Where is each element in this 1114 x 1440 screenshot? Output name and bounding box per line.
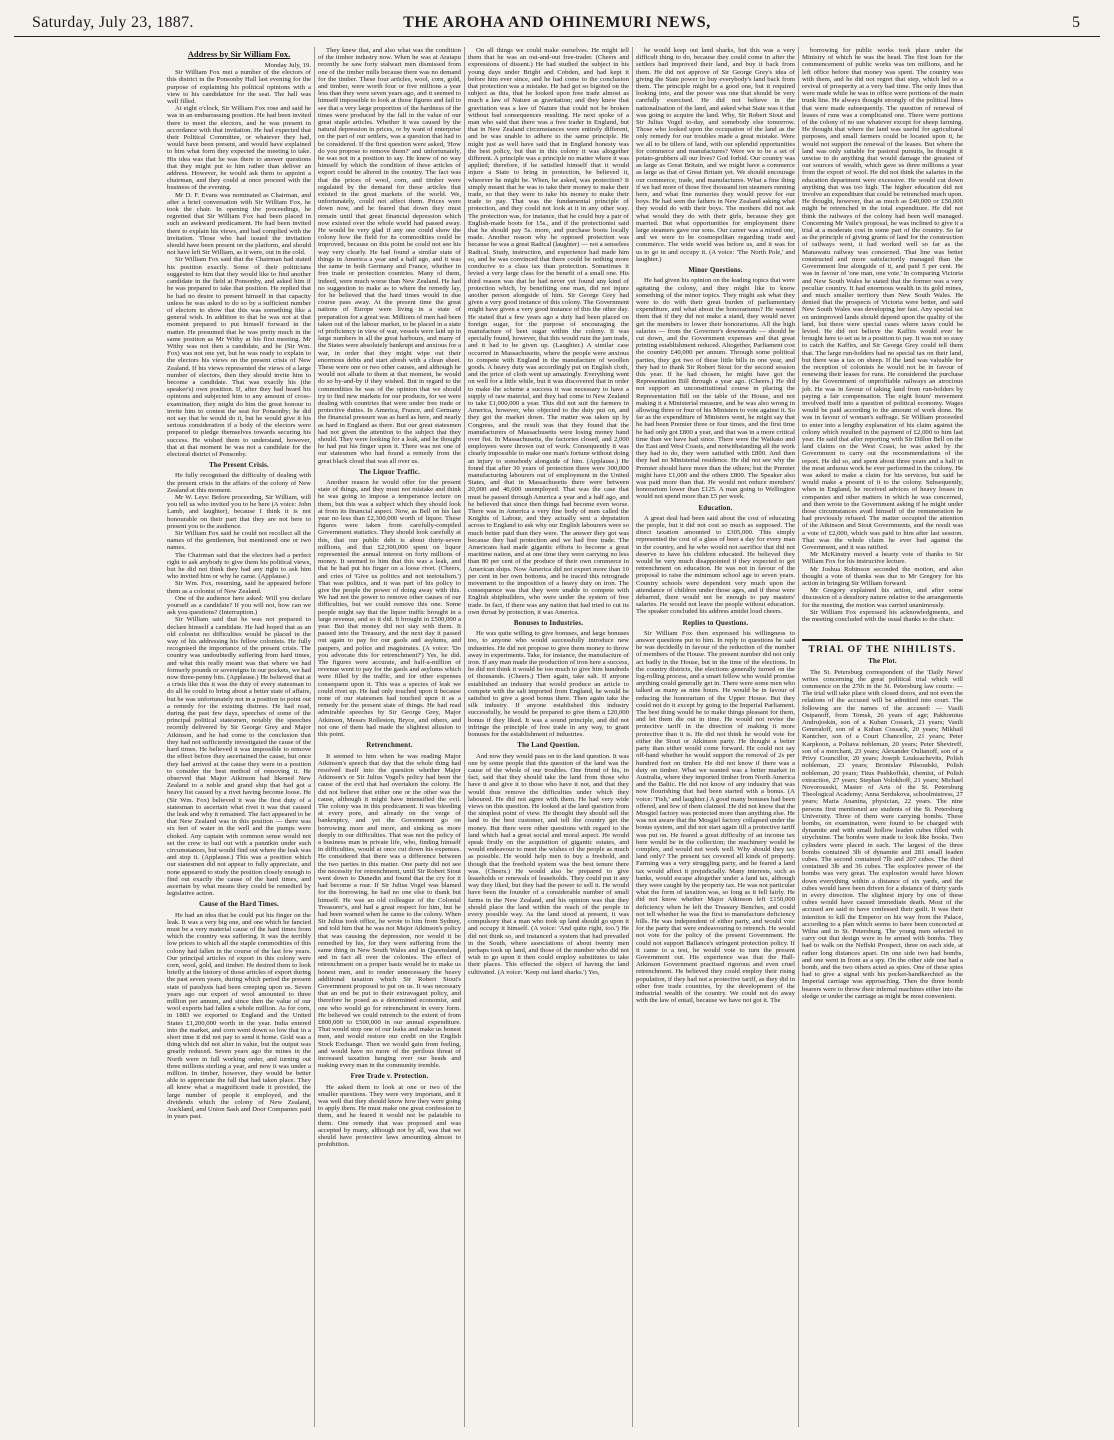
subhead-the-plot: The Plot. (868, 658, 897, 666)
paragraph: Sir William Fox said he could not recollect all the names of the gentlemen, but mentioned one or two names. (167, 530, 311, 552)
paragraph: Mr D. F. Evans was nominated as Chairman, and after a brief conversation with Sir William Fox, he took the chair. In opening the proceedings, he regretted that Sir William Fox had been placed in such an awkward predicament. He had been invited there to explain his views, and had complied with the invitation. Those who had issued the invitation should have been present on the platform, and should not have left Sir William, as it were, out in the cold. (167, 191, 311, 257)
issue-date: Saturday, July 23, 1887. (32, 14, 194, 31)
paragraph: Mr Joshua Robinson seconded the motion, and also thought a vote of thanks was due to Mr Gregory for his action in bringing Sir William forward. (802, 565, 963, 588)
paragraph: he would keep out land sharks, but this was a very difficult thing to do, because they could come in after the settlers had improved their land, and buy it back from them. He did not approve of Sir George Grey's idea of giving the State power to buy everybody's land back from them. The principle might be a good one, but it required looking into, and the power was one that should be very carefully exercised. He did not believe in the nationalisation of the land, and asked what State was it that was going to acquire the land. Why, Sir Robert Stout and Sir Julius Vogel to-day, and somebody else tomorrow. Those who looked upon the occupation of the land as the only remedy for our troubles made a great mistake. Were we all to be tillers of land, with our splendid opportunities for commerce and manufactures? Were we to be a set of potato-grubbers all our lives? God forbid. Our country was as large as Great Britain, and we might have a commerce as large as that of Great Britain yet. We should encourage our commerce, trade, and manufactures. What a fine thing if we had more of those five thousand ton steamers running here, and what fine nurseries they would prove for our boys. He had seen the fathers in New Zealand asking what they would do with their boys. The mothers did not ask what would they do with their girls, because they got married. But what opportunities for employment there large steamers gave our sons. Our career was a mixed one, and we were to be cosmopolitan regarding trade and commerce. The wide world was before us, and it was for us to go in and occupy it. (A voice: 'The North Pole,' and laughter.) (636, 47, 795, 263)
paragraph: Sir William Fox expressed his acknowledgments, and the meeting concluded with the usual thanks to the chair. (802, 608, 963, 624)
paragraph: He had an idea that he could put his finger on the leak. It was a very big one, and one which he fancied must be a very material cause of the hard times from which the country was suffering. It was the terribly low prices to which all the staple commodities of this colony had fallen in the course of the last few years. Our principal articles of export in this colony were corn, wool, gold, and timber. He desired them to look briefly at the history of those articles of export during the past seven years, during which period the present state of paralysis had been creeping upon us. Seven years ago our export of wool amounted to three million per annum, and since then the value of our wool exports had fallen a whole million. As for corn, in 1883 we exported to England and the United States £1,200,000 worth in the year. India entered into the market, and corn went down so low that in a short time it did not pay to send it home. Gold was a thing which did not alter in value, but the output was greatly reduced. Seven years ago the mines in the North were in full working order, and turning out three millions sterling a year, and now it was under a million. In timber, however, they would be better able to appreciate the fall that had taken place. They all knew what a magnificent trade it provided, the large number of people it employed, and the dividends which the colony of New Zealand, Auckland, and Union Sash and Door Companies paid in years past. (167, 911, 311, 1121)
paragraph: borrowing for public works took place under the Ministry of which he was the head. The first loan for the commencement of public works was ten millions, and he left office before that money was spent. The country was with them, and he did not regret that step, which led to a revival of prosperity at a very bad time. The only lines that were made while he was in office were portions of the main trunk line. He always thought strongly of the political lines that were made subsequently. The question of renewal of leases of runs was a complicated one. There were portions of the colony of no use whatever except for sheep farming. He thought that where the land was useful for agricultural purposes, and small farmers could be located upon it, he would not support the renewal of the leases. But where the land was only suitable for pastoral pursuits, he thought it unwise to do anything that would damage the greatest of our sources of wealth, which gave us three millions a year from the export of wool. He did not think the salaries in the education department were excessive. He would cut down anything that was too high. The higher education did not involve an expenditure that could be retrenched much upon. He thought, however, that as much as £40,000 or £50,000 might be retrenched in the total expenditure. He did not think the railways of the colony had been well managed. Concerning Mr Vaile's proposal, he was inclined to give it a trial at a moderate cost in some part of the country. So far as the principle of giving grants of land for the construction of railways went, it had worked well so far as the Manawatu railway was concerned. That line was better constructed and more satisfactorily managed than the Government line alongside of it, and paid 5 per cent. He was in favour of 'one man, one vote.' In comparing Victoria and New South Wales he stated that the former was a very peculiar country. It had enormous wealth in its gold mines, and much smaller territory than New South Wales. He denied that the prospects of Victoria were better, and said New South Wales was developing her fast. Any special tax on unimproved lands should depend upon the quality of the land, but there were special cases where taxes could be levied. He did not believe the Kaffirs would ever be brought here to set us in a position to pay. It was not so easy to catch the Kaffirs, and Sir George Grey could tell them that. The large run-holders had no special tax on their land, but there was a tax on sheep. If the land was valuable for the reception of colonists he would not be in favour of renewing their leases for runs. He considered the purchase by the Government of unprofitable railways an atrocious job. He was in favour of taking land from run-holders by paying a fair compensation. The eight hours' movement involved itself into a question of political economy. Wages would be paid according to the amount of work done. He was in favour of woman's suffrage. Sir William proceeded to enter into a lengthy explanation of his claim against the colony which resulted in the payment of £2,000 to him last year. He said that after reporting with Sir Dillon Bell on the land claims on the West Coast, he was asked by the Government to carry out the recommendations of the report. He did so, and spent about three years and a half in the most arduous work he ever performed in the colony. He was asked to make a claim for his services, but said he would make a present of it to the colony. Subsequently, when in England, he received advices of heavy losses in companies and other matters in which he was concerned, and then wrote to the Government asking if he might under those circumstances avail himself of the remuneration he had previously refused. The matter occupied the attention of the Atkinson and Stout Governments, and the result was a vote of £2,000, which was paid to him after last session. That was the whole claim he ever had against the Government, and it was ratified. (802, 47, 963, 552)
column-1 (164, 47, 314, 1427)
paragraph: Sir William Fox said that the Chairman had stated his position exactly. Some of their politicians suggested to him that they would like to find another candidate in the field at Ponsonby, and asked him if he was prepared to take that position. He replied that he had no desire to present himself in that capacity unless he was asked to do so by a sufficient number of electors to show that this was something like a general wish. In addition to that he was not at that moment prepared to put himself forward in the matter. He presumed that he was pretty much in the same position as Mr Withy at his first meeting. Mr Withy was not then a candidate, and he (Sir Wm. Fox) was not one yet, but he was ready to explain to the electors his views on the present crisis of New Zealand. If his views represented the views of a large number of electors, then they should invite him to become a candidate. That was exactly his (the speaker's) own position. If, after they had heard his opinions and subjected him to any amount of cross-examination, they might do him the great honour to invite him to contest the seat for Ponsonby; he did not say that he would do it, but he would give it his serious consideration if a body of the electors were prepared to pledge themselves towards securing his success. He wished them to understand, however, that at that moment he was not a candidate for the electoral district of Ponsonby. (167, 256, 311, 458)
col4-body (636, 47, 795, 263)
col2-body-3 (318, 753, 461, 1070)
paragraph: He was quite willing to give bonuses, and large bonuses too, to anyone who would successfully introduce new industries. He did not propose to give them money to throw away in experiments. Take, for instance, the manufacture of iron. If any man made the production of iron here a success, he did not think it would be too much to give him hundreds of thousands. (Cheers.) Then again, take salt. If anyone established an industry that would produce an article to compete with the salt imported from England, he would be satisfied to give a good bonus there. Then again take the silk industry. If anyone established this industry successfully, he would be prepared to give them a £20,000 bonus if they liked. It was a sound principle, and did not infringe the principle of free trade in any way, to grant bonuses for the establishment of industries. (468, 630, 629, 739)
subhead-education: Education. (698, 504, 733, 512)
col5-body (802, 47, 963, 623)
paragraph: He had given his opinion on the leading topics that were agitating the colony, and they might like to know something of the minor topics. They might ask what they were to do with their great burden of parliamentary expenditure, and what about the honorariums? He warned them that if they did not make a stand, they would never get the members to lower their honorariums. All the high salaries — from the Governor's downwards — should be cut down, and the Government expenses and that great printing establishment reduced. Altogether, Parliament cost the country £40,000 per annum. Through some political parties, they got two of these little bills in one year, and they had to thank Sir Robert Stout for the second session this year. If he had chosen, he might have got the Representation Bill through a year ago. (Cheers.) He did not support an unconstitutional course in placing the Representation Bill on the table of the House, and not making it a Ministerial measure, and he was also wrong in allowing three or four of his Ministers to vote against it. So far as the expenditure of Ministers went, he might say that he had been Premier three or four times, and the first time he had only got £800 a year, and that was in a more critical time than we have had since. There were the Waikato and the East and West Coasts, and notwithstanding all the work they had to do, they were satisfied with £800. And then they had no Ministerial residence. He did not see why the Premier should have more than the others; but the Premier might have £1,000 and the others £800. The Speaker also was paid more than that. He would not reduce members' honorarium lower than £125. A man going to Wellington would not spend more than £5 per week. (636, 277, 795, 501)
paragraph: Mr W. Leys: Before proceeding, Sir William, will you tell us who invited you to be here (A voice: John Lamb, and laughter), because I think it is not honourable on their part that they are not here to present you to the audience. (167, 493, 311, 530)
paragraph: He asked them to look at one or two of the smaller questions. They were very important, and it was well that they should know how they were going to apply them. He must make one great confession to them, and he feared it would not be palatable to them. One remedy that was proposed and was accepted by many, although not by all, was that we should have protective laws amounting almost to prohibition. (318, 1083, 461, 1149)
paragraph: Mr Gregory explained his action, and after some discussion of a desultory nature relative to the arrangements for the meeting, the motion was carried unanimously. (802, 587, 963, 609)
paragraph: Another reason he would offer for the present state of things, and they must not mistake and think he was going to impose a temperance lecture on them, but this was a subject which they should look at from its financial aspect. Now, as Bell on his last year no less than £2,300,000 worth of liquor. These figures were taken from carefully-compiled Government statistics. They should look carefully at this, that our public debt is about thirty-seven millions, and that £2,300,000 spent on liquor represented the annual interest on forty millions of money. It seemed to him that this was a leak, and that he had put his finger on a loose rivet. (Cheers, and cries of 'Give us politics and not teetotalism.') That was politics, and it was part of his policy to give the people the power of doing away with this. We had not the power to remove other causes of our difficulties, but we could remove this one. Some people might say that the liquor traffic brought in a large revenue, and so it did. It brought in £500,000 a year. But that money did not stay with them. It passed into the Treasury, and the next day it passed out again to pay for our gaols and asylums, and paupers, and police and magistrates. (A voice: 'Do you advocate this for retrenchment?') Yes, he did. The figures were accurate, and half-a-million of revenue went to pay for the gaols and asylums which were filled by the traffic, and for other expenses consequent upon it. This was a species of leak we could rivet up. He had only touched upon it because none of our statesmen had touched upon it as a remedy for the present state of things. He had read admirable speeches by Sir George Grey, Major Atkinson, Messrs Rolleston, Bryce, and others, and not one of them had made the slightest allusion to this point. (318, 478, 461, 739)
paragraph: The Chairman said that the electors had a perfect right to ask anybody to give them his political views, but he did not think they had any right to ask him who invited him or why he came. (Applause.) (167, 551, 311, 581)
article-dateline: Monday July, 19. (264, 62, 311, 69)
paragraph: And now they would pass on to the land question. It was one by some people that this question of the land was the cause of the whole of our troubles. One friend of his, in fact, said that they should take the land from those who have it and give it to those who have it not, and that they would thus remove the difficulties under which they laboured. He did not agree with them. He had very wide views on this question. He looked at the land question from the simplest point of view. He thought they should sell the land to the best customer, and tell the country get the money. But there were other questions with regard to the land which had a great social and moral aspect. He would speak firstly on the acquisition of gigantic estates, and would endeavour to meet the wishes of the people as much as possible. He would help men to buy a freehold, and though that the freehold system was the best tenure there was. (Cheers.) He would also be prepared to give leaseholds or renewals of leaseholds. They could put it any way they liked, but they had the power to sell it. He would have been the founder of a considerable number of small farms in the New Zealand, and his opinion was that they should place the land within the reach of the people in every possible way. As the land stood at present, it was compulsory that a man who took up land should go upon it and occupy it himself. (A voice: 'And quite right, too.') He did not think so, and instanced a system that had prevailed in the South, where associations of about twenty men perhaps took up land, and those of the number who did not wish to go upon it then could employ substitutes to take their places. This effected the object of having the land cultivated. (A voice: 'Keep out land sharks.') Yes, (468, 752, 629, 976)
col3-body-2 (468, 630, 629, 738)
article-columns (14, 47, 1100, 1427)
page-number: 5 (1072, 14, 1080, 31)
column-3 (464, 47, 632, 1427)
masthead (14, 10, 1100, 37)
col5-body-2 (802, 669, 963, 1000)
paragraph: They knew that, and also what was the condition of the timber industry now. When he was at Aratapu recently he saw forty stalwart men dismissed from one of the timber mills because there was no demand for the timber. These four articles, wool, corn, gold, and timber, were worth four or five millions a year less than they were seven years ago, and it seemed to himself impossible to look at those figures and fail to see that a very large proportion of the hardness of the times were produced by the fall in the value of our great staple articles. Whether it was caused by the natural depression in prices, or by want of enterprise on the part of our settlers, was a question that had to be considered. If the first question were asked, 'How do you propose to remove them?' and unfortunately, he was not in a position to say. He knew of no way himself by which the condition of these articles of export could be altered in the country. The fact was that the prices of wool, corn, and timber were regulated by the demand for these articles that existed in the great markets of the world. We, unfortunately, could not affect them. Prices were down now, and he feared that down they must remain until that great financial depression which now existed over the whole world had passed away. He would be very glad if any one could show the colony how the field for its commodities could be improved, because on this point he could not see his way very clearly. He had found a similar state of things in America a year and a half ago, and it was the same in both Germany and France, whether in free trade or protection countries. Many of them, indeed, were much worse than New Zealand. He had no suggestion to make as to where the remedy lay, for he believed that the hard times would in due course pass away. At the present time the great nations of Europe were living in a state of preparation for a great war. Millions of men had been taken out of the labour market, to be placed in a state of proficiency in view of war, vessels were laid up in large numbers in all the great harbours, and many of the States were absolutely bankrupt and anxious for a war, in order that they might wipe out their enormous debts and start afresh with a clean sheet. These were one or two other causes, and although he would not allude to them at that moment, he would do so by-and-by if they wished. But in regard to the commodities he was of the opinion that we should try to find new markets for our products, for we were dealing with countries that were under free trade or protective duties. In America, France, and Germany the financial pressure was as hard as here, and nearly as hard in England as there. But our great statesmen had not given the attention to the subject that they should. They were looking for a leak, and he thought he had put his finger upon it. There was not one of our statesmen who had found a remedy from the great black cloud that was all over us. (318, 47, 461, 465)
newspaper-title: THE AROHA AND OHINEMURI NEWS, (403, 14, 711, 31)
subhead-free-trade: Free Trade v. Protection. (350, 1073, 429, 1081)
subhead-present-crisis: The Present Crisis. (209, 462, 269, 470)
col3-body (468, 47, 629, 616)
col3-body-3 (468, 753, 629, 976)
paragraph: Sir Wm. Fox, resuming, said he appeared before them as a colonist of New Zealand. (167, 580, 311, 595)
paragraph: The St. Petersburg correspondent of the 'Daily News' writes concerning the great political trial which will commence on the 27th in the St. Petersburg law courts: — The trial will take place with closed doors, and not even the relations of the accused will be admitted into court. The following are the names of the accused: — Vasili Osipanoff, from Tomsk, 26 years of age; Pakhomius Andrujoskin, son of a Kuban Cossack, 21 years; Vasili Generaloff, son of a Kuban Cossack, 20 years; Mikhail Kantcher, son of a Court Chancellor, 21 years; Peter Karpkoon, a Poltava nobleman, 20 years; Peter Shevireff, son of a merchant, 23 years; Alexander Oulianoff, son of a Privy Councillor, 20 years; Joseph Louksachevits, Polish nobleman, 23 years; Bronislav Pilsoudski, Polish nobleman, 20 years; Titus Pashkoffski, chemist, of Polish extraction, 27 years; Stephan Volokhoff, 21 years; Michael Novorousski, Master of Arts of the St. Petersburg Theological Academy; Anna Serdukova, schoolmistress, 27 years; Maria Ananina, physician, 22 years. The nine persons first mentioned are students of the St. Petersburg University. Three of them were carrying bombs. These bombs, on examination, were found to be charged with dynamite and with small hollow leaden cubes filled with strychnine. The bombs were made to look like books. Two cylinders were placed in each. The largest of the three bombs contained 3lb of dynamite and 281 small leaden cubes. The second contained 7lb and 207 cubes. The third contained 3lb and 36 cubes. The explosive power of the bombs was very great. The explosion would have blown down everything within a distance of six yards, and the cubes would have been driven for a distance of thirty yards in every direction. The slightest injury by one of these cubes would have caused immediate death. Most of the accused are said to have confessed their guilt. It was their intention to kill the Emperor on his way from the Palace, according to a plan which seems to have been concocted at Wilna and in St. Petersburg. The young men selected to carry out that design were to be armed with bombs. They had to walk on the Neffski Prospect, three on each side, at rather long distances apart. On one side two had bombs, and one went in front as a spy. On the other side one had a bomb, and the two others acted as spies. One of these spies had to give a signal with his pocket-handkerchief as the Imperial carriage was approaching. Then the three bomb bearers were to throw their infernal machines either into the sledge or under the carriage as might be most convenient. (802, 668, 963, 1000)
nihilists-headline: TRIAL OF THE NIHILISTS. (802, 639, 963, 654)
paragraph: Sir William said that he was not prepared to declare himself a candidate. He had hoped that as an old colonist no difficulties would be placed in the way of his addressing his fellow colonists. He fully recognised the importance of the present crisis. The country was undoubtedly suffering from hard times, and what this really meant was that where we had formerly pounds or sovereigns in our pockets, we had now three-penny bits. (Applause.) He believed that at a crisis like this it was the duty of every statesman to do all he could to bring about a better state of affairs, but he was unfortunately not in a position to point out a remedy for the existing distress. He had read, during the past few days, speeches of some of the principal political statesmen, notably the speeches recently delivered by Sir George Grey and Major Atkinson, and he had come to the conclusion that they had not sufficiently investigated the cause of the hard times. He believed it was impossible to remove the effect before they ascertained the cause, but once they had arrived at the cause they were in a position to consider the best method of removing it. He observed that Major Atkinson had likened New Zealand to a noble and grand ship that had got a heavy list caused by a rivet having become loose. He (Sir Wm. Fox) believed it was the first duty of a statesman to ascertain what rivet it was that caused the leak and why it remained. The fact appeared to be that New Zealand was in this position — there was six feet of water in the well and the pumps were choked. Any captain with common sense would not set the crew to bail out with a pannikin under such circumstances, but would find out where the leak was and stop it. (Applause.) This was a position which our statesmen did not appear to fully appreciate, and none appeared to study the position closely enough to find out exactly the cause of the hard times, and ascertain by what means they could be remedied by legislative action. (167, 616, 311, 898)
subhead-retrenchment: Retrenchment. (366, 742, 413, 750)
paragraph: Sir William Fox then expressed his willingness to answer questions put to him. In reply to questions he said he was decidedly in favour of the reduction of the number of members of the House. The present number did not only act badly in the House, but in the time of the elections. In the country districts, the elections generally turned on the log-rolling process, and a smart fellow who would promise anything could generally get in. There were some men who talked as many as nine hours. He would be in favour of reducing the honorarium of the Upper House. But they could not do it except by going to the Imperial Parliament. The best thing would be to make things pleasant for them, and let them die out in time. He would not revise the protective tariff in the direction of making it more protective than it is. He did not think he would vote for either the Stout or Atkinson party. He thought a better party than either would come forward. He could not say off-hand whether he would support the removal of 2s per hundred feet on timber. He did not know if there was a duty on timber. What we wanted was a better market in Australia, where they imported timber from North America and the Baltic. He did not know of any industry that was now flourishing that had been started with a bonus. (A voice: 'Fish,' and laughter.) A good many bonuses had been offered, and few of them claimed. He did not know that the Mosgiel factory was protected more than anything else. He was not aware that the Mosgiel factory collapsed under the bonus system, and did not start again till a protective tariff was put on. He feared a great difficulty of an income tax here would be in the collection; the machinery would be complex, and would not work well. Why should they tax land only? The present tax covered all kinds of property. Farming was a very struggling party, and he feared a land tax would affect it prejudicially. Many interests, such as banks, would escape altogether under a land tax, although they were caught by the property tax. He was not particular what the form of taxation was, so long as it fell fairly. He did not know whether Major Atkinson left £150,000 deficiency when he left the Treasury Benches, and could not tell whether he was the first to manufacture deficiency bills. He was independent of either party, and would vote for the party that were endeavouring to retrench. He would not vote for the policy of the present Government. He could not support Ballance's stringent protection policy. If it came to a test, he would vote to turn the present Government out. His experience was that the Hall-Atkinson Government practised rigorous and even cruel retrenchment. He believed they could employ their rising population, if they had not a protective tariff, as they did in other free trade countries, by the development of the industrial wealth of the country. We could not do away with the law of entail, because we have not got it. The (636, 629, 795, 1005)
paragraph: A great deal had been said about the cost of educating the people, but it did not cost so much as supposed. The direct taxation amounted to £305,000. This simply represented the cost of a glass of beer a day for every man in the country, and he who would not sacrifice that did not deserve to have his children educated. He believed they would be very much disappointed if they expected to get retrenchment on education. He was not in favour of the proposal to raise the minimum school age to seven years. Country schools were dependent very much upon the attendance of children under those ages, and if these were debarred, there would not be enough to pay masters' salaries. He would not leave the people without education. The speaker concluded his address amidst loud cheers. (636, 514, 795, 616)
col2-body (318, 47, 461, 465)
paragraph: He fully recognised the difficulty of dealing with the present crisis in the affairs of the colony of New Zealand at this moment. (167, 472, 311, 494)
column-5 (798, 47, 966, 1427)
column-2 (314, 47, 464, 1427)
col2-body-4 (318, 1084, 461, 1149)
paragraph: One of the audience here asked: Will you declare yourself as a candidate? If you will not, how can we ask you questions? (Interruption.) (167, 594, 311, 617)
col4-body-2 (636, 277, 795, 500)
subhead-replies: Replies to Questions. (682, 619, 749, 627)
col1-body (167, 69, 311, 458)
paragraph: Sir William Fox met a number of the electors of this district in the Ponsonby Hall last evening for the purpose of explaining his political opinions with a view to his candidature for the seat. The hall was well filled. (167, 69, 311, 106)
subhead-land-question: The Land Question. (517, 742, 580, 750)
subhead-hard-times: Cause of the Hard Times. (199, 901, 279, 909)
col4-body-3 (636, 515, 795, 616)
column-4 (632, 47, 798, 1427)
subhead-bonuses: Bonuses to Industries. (513, 620, 584, 628)
paragraph: Mr McKinstry moved a hearty vote of thanks to Sir William Fox for his instructive lecture. (802, 551, 963, 566)
paragraph: At eight o'clock, Sir William Fox rose and said he was in an embarrassing position. He had been invited there to meet the electors, and he was present in accordance with that invitation. He had expected that their Political Committee, or whatever they had, would have been present, and would have explained to him what form they expected the meeting to take. His idea was that he was there to answer questions that they might put to him rather than deliver an address. However, he would ask them to appoint a chairman, and they could at once proceed with the business of the evening. (167, 105, 311, 192)
col4-body-4 (636, 630, 795, 1005)
col1-body-3 (167, 912, 311, 1121)
subhead-liquor-traffic: The Liquor Traffic. (358, 468, 421, 476)
paragraph: It seemed to him when he was reading Major Atkinson's speech that day that the whole thing had resolved itself into the question whether Major Atkinson's or Sir Julius Vogel's policy had been the cause of the evil that had overtaken the colony. He did not believe that either one or the other was the cause, although it might have intensified the evil. The colony was in this predicament. It was bleeding at every pore, and already on the verge of bankruptcy, and yet the Government go on borrowing more and more, and sinking us more deeply in our difficulties. That was not the policy of a business man in private life, who, finding himself in difficulties, would at once cut down his expenses. He considered that there was a difference between the two parties in this matter. One party did not see the necessity for retrenchment, until Sir Robert Stout went down to Dunedin and found that the cry for it had become a roar. If Sir Julius Vogel was blamed for the borrowing, he had no one else to thank but himself. He was an old colleague of the Colonial Treasurer's, and had a great respect for him, but he had been warned when he came to the colony. When Sir Julius took office, he wrote to him from Sydney, and told him that he was not Major Atkinson's policy that was causing the depression, nor would it be remedied by his, for they were suffering from the same thing in New South Wales and in Queensland, and in fact all over the colonies. The effect of retrenchment on a proper basis would be to make us honest men, and to render unnecessary the heavy additional taxation which Sir Robert Stout's Government proposed to put on us. It was necessary that an end be put to their extravagant policy, and therefore he posed as a determined economist, and one who would go for retrenchment in every form. He believed we could retrench to the extent of from £800,000 to £500,000 in our annual expenditure. That would stop one of our leaks and make us honest men, and would restore our credit on the English Stock Exchange. Then we would gain from feeling, and would have no more of the perilous threat of increased taxation hanging over our heads and making every man in the community tremble. (318, 752, 461, 1070)
paragraph: On all things we could make ourselves. He might tell them that he was an out-and-out free-trader. (Cheers and expressions of dissent.) He had studied the subject in his young days under Bright and Cobden, and had kept it before him ever since, and he had come to the conclusion that protection was a mistake. He had got so bigoted on the subject as this, that he looked upon free trade almost as much a law of Nature as gravitation; and they knew that gravitation was a law of Nature that could not be broken without bad consequences resulting. He next spoke of a man who said that there was a free trader in England, but that in New Zealand circumstances were entirely different, and he was unable to adhere to the same principle. He might just as well have said that in England honesty was the best policy, but that in this colony it was altogether different. A principle was a principle no matter where it was applied; therefore, if he satisfied himself that it would injure a State to bring in protection, he believed it, wherever he might be. When, he asked, was protection? It simply meant that he was to take their money to make their trade, so that they were to take his money to make their trade to pay. That was the fundamental principle of protection, and they could not look at it in any other way. The protection was, for instance, that he could buy a pair of English-made boots for 15s., and if the protectionist said that he should pay 5s. more, and purchase boots locally made. Another reason why he opposed protection was because he was a great Radical (laughter) — not a senseless Radical. Study, instruction, and experience had made him so, and he was convinced that there could be nothing more conducive to a class tax than protection. Sometimes it levied a very large class for the benefit of a small one. His third reason was that he had never yet found any kind of protection which, by benefiting one man, did not injure another person alongside of him. Sir George Grey had given a very good instance of this colony. The Government might have given a very good instance of this the other day. He stated that a few years ago a duty had been placed on foreign sugar, for the purpose of encouraging the manufacture of beet sugar within the colony. It was specially found, however, that this would ruin the jam trade, and it had to be given up. (Laughter.) A similar case occurred in Massachusetts, where the people were anxious to compete with England in the manufacture of woollen goods. A heavy duty was accordingly put on English cloth, and the price of cloth went up amazingly. Everything went on well for a little while, but it was discovered that in order to make the scheme a success it was necessary to have a supply of raw material, and they had come to New Zealand to take £1,000,000 a year. This did not suit the farmers in America, however, who objected to the duty put on, and they got the market down. The matter was taken up by Congress, and the result was that they found that the manufacturers of Massachusetts were losing money hand over fist. In Massachusetts, the factories closed, and 2,000 employees were thrown out of work. Consequently it was clearly impossible to make one man's fortune without doing an injury to somebody alongside of him. (Applause.) He found that after 30 years of protection there were 300,000 manufacturing labourers out of employment in the United States, and that in Massachusetts there were between 20,000 and 40,000 unemployed. That was the case that must be passed through America a year and a half ago, and he believed that since then things had become even worse. There was in America a very fine body of men called the Knights of Labour, and they actually sent a deputation across to England to ask why our English labourers were so much better paid than they were. The answer they got was because they had protection and we had free trade. The Americans had made gigantic efforts to become a great maritime nation, and at one time they were carrying no less than 80 per cent of the produce of their own commerce in American ships. Now America did not export more than 10 per cent in her own bottoms, and he traced this retrograde movement to the imposition of a heavy duty on iron. The consequence was that they were unable to compete with English shipbuilders, who were under the system of free trade. In fact, if there was any nation that had tried to cut its own throat by protection, it was America. (468, 47, 629, 616)
col1-body-2 (167, 472, 311, 897)
article-title: Address by Sir William Fox. (187, 49, 291, 59)
col2-body-2 (318, 479, 461, 738)
subhead-minor-questions: Minor Questions. (688, 267, 743, 275)
